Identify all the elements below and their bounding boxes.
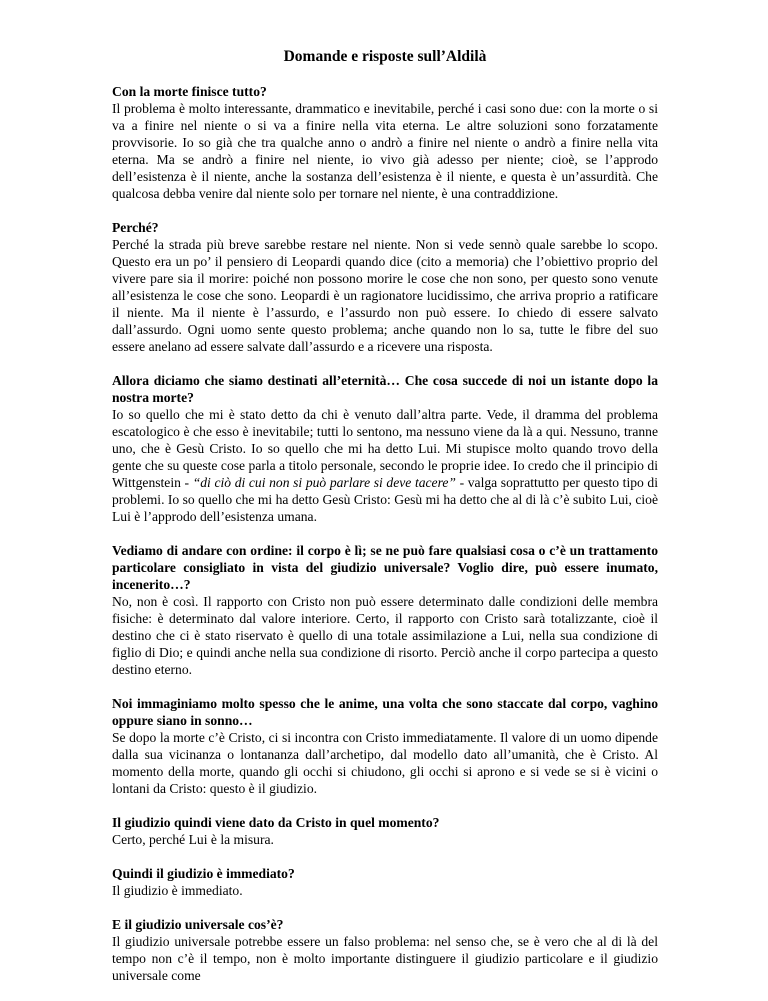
qa-section	[112, 219, 658, 355]
question-text: Noi immaginiamo molto spesso che le anime, una volta che sono staccate dal corpo, vaghino oppure siano in sonno…	[112, 696, 658, 728]
question-text: Perché?	[112, 220, 159, 235]
qa-section	[112, 916, 658, 984]
answer-text-part: - valga soprattutto per questo tipo di problemi. Io so quello che mi ha detto Gesù Cristo: Gesù mi ha detto che al di là c’è subito Lui, cioè Lui è l’approdo dell’esistenza umana.	[112, 475, 659, 524]
document-title: Domande e risposte sull’Aldilà	[283, 48, 487, 65]
qa-section	[112, 542, 658, 678]
answer-text-part: Io so quello che mi è stato detto da chi è venuto dall’altra parte. Vede, il dramma del problema escatologico è che esso è inevitabile; tutti lo sentono, ma nessuno viene da là a qui. Nessuno, tranne uno, che è Gesù Cristo. Io so quello che mi ha detto Lui. Mi stupisce molto quando trovo della gente che su queste cose parla a titolo personale, secondo le proprie idee. Io credo che il principio di Wittgenstein -	[112, 407, 658, 490]
question-text: E il giudizio universale cos’è?	[112, 917, 284, 932]
answer-text: Certo, perché Lui è la misura.	[112, 832, 274, 847]
qa-section	[112, 814, 658, 848]
answer-text: Se dopo la morte c’è Cristo, ci si incontra con Cristo immediatamente. Il valore di un uomo dipende dalla sua vicinanza o lontananza dall’archetipo, dal modello dato all’umanità, che è Cristo. Al momento della morte, quando gli occhi si chiudono, gli occhi si aprono e si vede se si è vicini o lontani da Cristo: questo è il giudizio.	[112, 730, 658, 796]
answer-text: Il problema è molto interessante, drammatico e inevitabile, perché i casi sono due: con la morte o si va a finire nel niente o si va a finire nella vita eterna. Le altre soluzioni sono forzatamente provvisorie. Io so già che tra qualche anno o andrò a finire nel niente o andrò a finire nella vita eterna. Ma se andrò a finire nel niente, io vivo già adesso per niente; cioè, se l’approdo dell’esistenza è il niente, anche la sostanza dell’esistenza è il niente, e questa è un’assurdità. Che qualcosa debba venire dal niente solo per tornare nel niente, è una contraddizione.	[112, 101, 658, 201]
question-text: Con la morte finisce tutto?	[112, 84, 267, 99]
question-text: Quindi il giudizio è immediato?	[112, 866, 295, 881]
answer-text: Il giudizio è immediato.	[112, 883, 243, 898]
answer-text	[112, 406, 658, 525]
answer-text: No, non è così. Il rapporto con Cristo non può essere determinato dalle condizioni delle membra fisiche: è determinato dal valore interiore. Certo, il rapporto con Cristo sarà totalizzante, cioè il destino che ci è stato riservato è quello di una totale assimilazione a Lui, nella sua condizione di figlio di Dio; e quindi anche nella sua condizione di risorto. Perciò anche il corpo partecipa a questo destino eterno.	[112, 594, 658, 677]
qa-section	[112, 372, 658, 525]
qa-section	[112, 695, 658, 797]
question-text: Il giudizio quindi viene dato da Cristo in quel momento?	[112, 815, 440, 830]
qa-list	[112, 83, 658, 984]
wittgenstein-quote: “di ciò di cui non si può parlare si deve tacere”	[192, 475, 456, 490]
answer-text: Perché la strada più breve sarebbe restare nel niente. Non si vede sennò quale sarebbe lo scopo. Questo era un po’ il pensiero di Leopardi quando dice (cito a memoria) che l’obiettivo proprio del vivere pare sia il morire: poiché non possono morire le cose che non sono, per questo sono venute all’esistenza le cose che sono. Leopardi è un ragionatore lucidissimo, che arriva proprio a ratificare il niente. Ma il niente è l’assurdo, e l’assurdo non può essere. Io chiedo di essere salvato dall’assurdo. Ogni uomo sente questo problema; anche quando non lo sa, tutte le fibre del suo essere anelano ad essere salvate dall’assurdo e a ricevere una risposta.	[112, 237, 658, 354]
document-page	[112, 0, 658, 1001]
qa-section	[112, 83, 658, 202]
qa-section	[112, 865, 658, 899]
question-text: Vediamo di andare con ordine: il corpo è lì; se ne può fare qualsiasi cosa o c’è un trattamento particolare consigliato in vista del giudizio universale? Voglio dire, può essere inumato, incenerito…?	[112, 543, 658, 592]
answer-text: Il giudizio universale potrebbe essere un falso problema: nel senso che, se è vero che al di là del tempo non c’è il tempo, non è molto importante distinguere il giudizio particolare e il giudizio universale come	[112, 934, 658, 983]
question-text: Allora diciamo che siamo destinati all’eternità… Che cosa succede di noi un istante dopo la nostra morte?	[112, 373, 658, 405]
